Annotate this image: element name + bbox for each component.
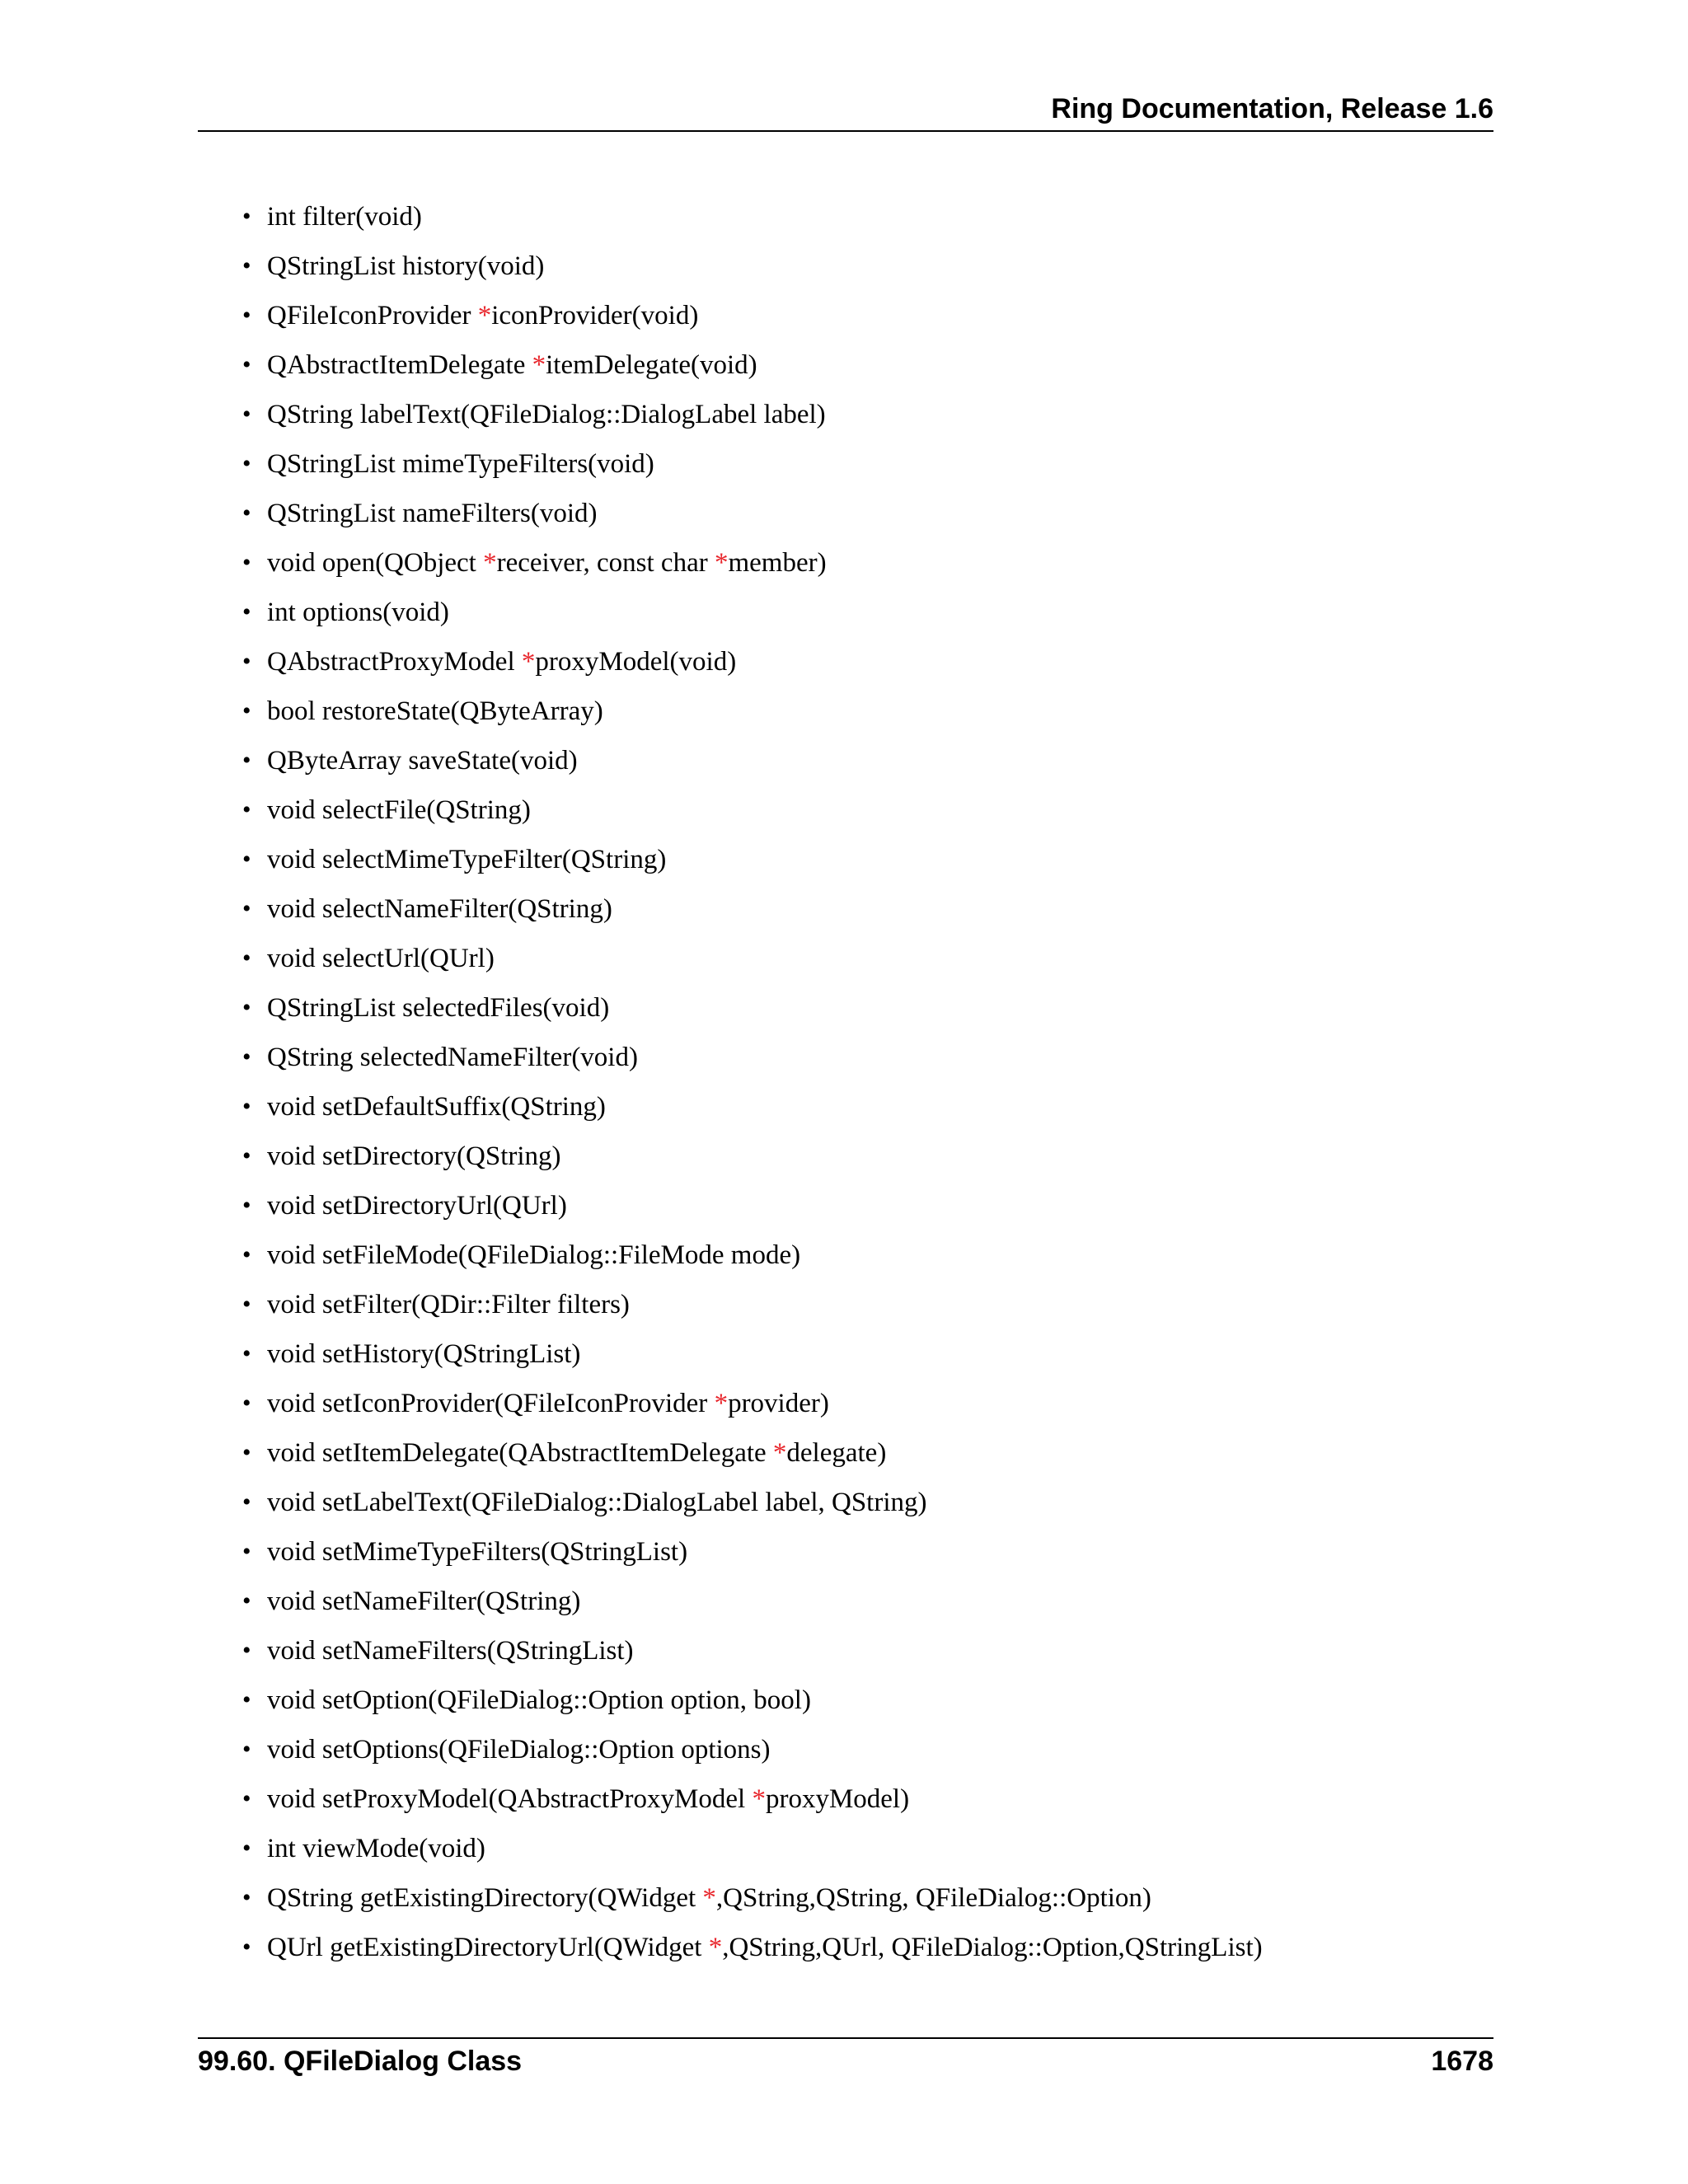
method-signature-text: void setDirectoryUrl(QUrl)	[267, 1191, 567, 1221]
bullet-icon: •	[242, 1835, 251, 1862]
pointer-asterisk: *	[477, 301, 492, 330]
bullet-icon: •	[242, 697, 251, 724]
bullet-icon: •	[242, 1933, 251, 1961]
method-signature-text: QStringList history(void)	[267, 251, 545, 281]
method-signature-text: void setDefaultSuffix(QString)	[267, 1092, 606, 1122]
method-signature-text: void setDirectory(QString)	[267, 1141, 561, 1171]
method-signature-text: void setIconProvider(QFileIconProvider	[267, 1389, 715, 1418]
method-list-item	[0, 1236, 1263, 1286]
method-signature-text: void setOption(QFileDialog::Option option, bool)	[267, 1685, 811, 1715]
method-list	[0, 198, 1263, 1978]
bullet-icon: •	[242, 1686, 251, 1713]
bullet-icon: •	[242, 252, 251, 279]
method-list-item	[0, 1088, 1263, 1137]
method-signature-text: QString getExistingDirectory(QWidget	[267, 1883, 703, 1913]
method-list-item	[0, 247, 1263, 297]
method-list-item	[0, 742, 1263, 791]
method-signature-text: int filter(void)	[267, 202, 422, 232]
bullet-icon: •	[242, 747, 251, 774]
bullet-icon: •	[242, 895, 251, 922]
bullet-icon: •	[242, 1439, 251, 1466]
bullet-icon: •	[242, 944, 251, 972]
pointer-asterisk: *	[752, 1784, 766, 1814]
bullet-icon: •	[242, 1538, 251, 1565]
method-list-item	[0, 1137, 1263, 1187]
method-signature-text: void setOptions(QFileDialog::Option options)	[267, 1735, 771, 1765]
bullet-icon: •	[242, 302, 251, 329]
method-list-item	[0, 841, 1263, 890]
bullet-icon: •	[242, 1884, 251, 1911]
method-signature-text: void setFilter(QDir::Filter filters)	[267, 1290, 630, 1319]
bullet-icon: •	[242, 203, 251, 230]
bullet-icon: •	[242, 598, 251, 626]
method-signature-text: void setItemDelegate(QAbstractItemDelegate	[267, 1438, 773, 1468]
header-rule	[198, 130, 1493, 132]
method-signature-text: void setMimeTypeFilters(QStringList)	[267, 1537, 688, 1567]
method-list-item	[0, 1038, 1263, 1088]
method-list-item	[0, 940, 1263, 989]
method-signature-text: void selectNameFilter(QString)	[267, 894, 612, 924]
method-list-item	[0, 890, 1263, 940]
pointer-asterisk: *	[708, 1933, 723, 1962]
bullet-icon: •	[242, 648, 251, 675]
method-signature-text: ,QString,QUrl, QFileDialog::Option,QStringList)	[722, 1933, 1263, 1962]
method-signature-text: QByteArray saveState(void)	[267, 746, 578, 776]
bullet-icon: •	[242, 1093, 251, 1120]
method-signature-text: void open(QObject	[267, 548, 484, 578]
method-list-item	[0, 1286, 1263, 1335]
method-signature-text: receiver, const char	[496, 548, 715, 578]
pointer-asterisk: *	[772, 1438, 787, 1468]
pointer-asterisk: *	[532, 350, 546, 380]
method-signature-text: QStringList nameFilters(void)	[267, 499, 598, 528]
method-signature-text: delegate)	[786, 1438, 887, 1468]
method-list-item	[0, 1830, 1263, 1879]
method-signature-text: void setHistory(QStringList)	[267, 1339, 581, 1369]
method-list-item	[0, 494, 1263, 544]
method-list-item	[0, 297, 1263, 346]
bullet-icon: •	[242, 499, 251, 527]
method-signature-text: void setNameFilters(QStringList)	[267, 1636, 634, 1666]
method-signature-text: QStringList selectedFiles(void)	[267, 993, 610, 1023]
method-signature-text: itemDelegate(void)	[546, 350, 757, 380]
bullet-icon: •	[242, 1340, 251, 1367]
method-list-item	[0, 1533, 1263, 1582]
pointer-asterisk: *	[702, 1883, 716, 1913]
pointer-asterisk: *	[714, 1389, 729, 1418]
bullet-icon: •	[242, 1488, 251, 1516]
pointer-asterisk: *	[521, 647, 536, 677]
method-signature-text: member)	[728, 548, 827, 578]
bullet-icon: •	[242, 1142, 251, 1169]
method-list-item	[0, 989, 1263, 1038]
method-signature-text: iconProvider(void)	[491, 301, 699, 330]
method-list-item	[0, 692, 1263, 742]
bullet-icon: •	[242, 351, 251, 378]
bullet-icon: •	[242, 1587, 251, 1615]
method-list-item	[0, 643, 1263, 692]
method-list-item	[0, 1632, 1263, 1681]
running-header-title: Ring Documentation, Release 1.6	[1051, 93, 1493, 124]
method-signature-text: void setFileMode(QFileDialog::FileMode mode)	[267, 1240, 801, 1270]
method-list-item	[0, 1681, 1263, 1731]
method-list-item	[0, 1879, 1263, 1929]
method-signature-text: void selectMimeTypeFilter(QString)	[267, 845, 667, 874]
bullet-icon: •	[242, 549, 251, 576]
method-signature-text: QUrl getExistingDirectoryUrl(QWidget	[267, 1933, 709, 1962]
bullet-icon: •	[242, 1192, 251, 1219]
method-list-item	[0, 791, 1263, 841]
method-signature-text: void setLabelText(QFileDialog::DialogLabel label, QString)	[267, 1488, 927, 1517]
method-list-item	[0, 1187, 1263, 1236]
method-list-item	[0, 544, 1263, 593]
bullet-icon: •	[242, 1241, 251, 1268]
method-signature-text: QString selectedNameFilter(void)	[267, 1043, 638, 1072]
bullet-icon: •	[242, 1736, 251, 1763]
method-signature-text: ,QString,QString, QFileDialog::Option)	[715, 1883, 1151, 1913]
method-signature-text: bool restoreState(QByteArray)	[267, 696, 603, 726]
method-list-item	[0, 198, 1263, 247]
method-list-item	[0, 1335, 1263, 1385]
method-signature-text: proxyModel(void)	[535, 647, 737, 677]
method-signature-text: QAbstractItemDelegate	[267, 350, 532, 380]
footer-rule	[198, 2037, 1493, 2039]
method-signature-text: provider)	[728, 1389, 829, 1418]
method-signature-text: int viewMode(void)	[267, 1834, 485, 1863]
method-list-item	[0, 593, 1263, 643]
method-signature-text: QStringList mimeTypeFilters(void)	[267, 449, 654, 479]
bullet-icon: •	[242, 401, 251, 428]
bullet-icon: •	[242, 796, 251, 823]
footer-page-number: 1678	[1431, 2046, 1493, 2077]
bullet-icon: •	[242, 1637, 251, 1664]
method-list-item	[0, 1434, 1263, 1483]
method-signature-text: QFileIconProvider	[267, 301, 478, 330]
bullet-icon: •	[242, 1390, 251, 1417]
method-signature-text: proxyModel)	[765, 1784, 910, 1814]
method-list-item	[0, 346, 1263, 396]
method-signature-text: QAbstractProxyModel	[267, 647, 522, 677]
method-signature-text: void selectFile(QString)	[267, 795, 531, 825]
bullet-icon: •	[242, 450, 251, 477]
footer-section-title: 99.60. QFileDialog Class	[198, 2046, 523, 2077]
pointer-asterisk: *	[483, 548, 497, 578]
method-list-item	[0, 1582, 1263, 1632]
bullet-icon: •	[242, 1785, 251, 1812]
method-list-item	[0, 1731, 1263, 1780]
method-signature-text: QString labelText(QFileDialog::DialogLabel label)	[267, 400, 826, 429]
method-list-item	[0, 1780, 1263, 1830]
pointer-asterisk: *	[714, 548, 729, 578]
bullet-icon: •	[242, 1043, 251, 1071]
method-list-item	[0, 1483, 1263, 1533]
method-list-item	[0, 1929, 1263, 1978]
method-signature-text: void setProxyModel(QAbstractProxyModel	[267, 1784, 753, 1814]
method-list-item	[0, 1385, 1263, 1434]
method-signature-text: void setNameFilter(QString)	[267, 1586, 581, 1616]
method-signature-text: int options(void)	[267, 598, 449, 627]
bullet-icon: •	[242, 846, 251, 873]
method-list-item	[0, 445, 1263, 494]
method-list-item	[0, 396, 1263, 445]
method-signature-text: void selectUrl(QUrl)	[267, 944, 495, 973]
bullet-icon: •	[242, 1291, 251, 1318]
bullet-icon: •	[242, 994, 251, 1021]
